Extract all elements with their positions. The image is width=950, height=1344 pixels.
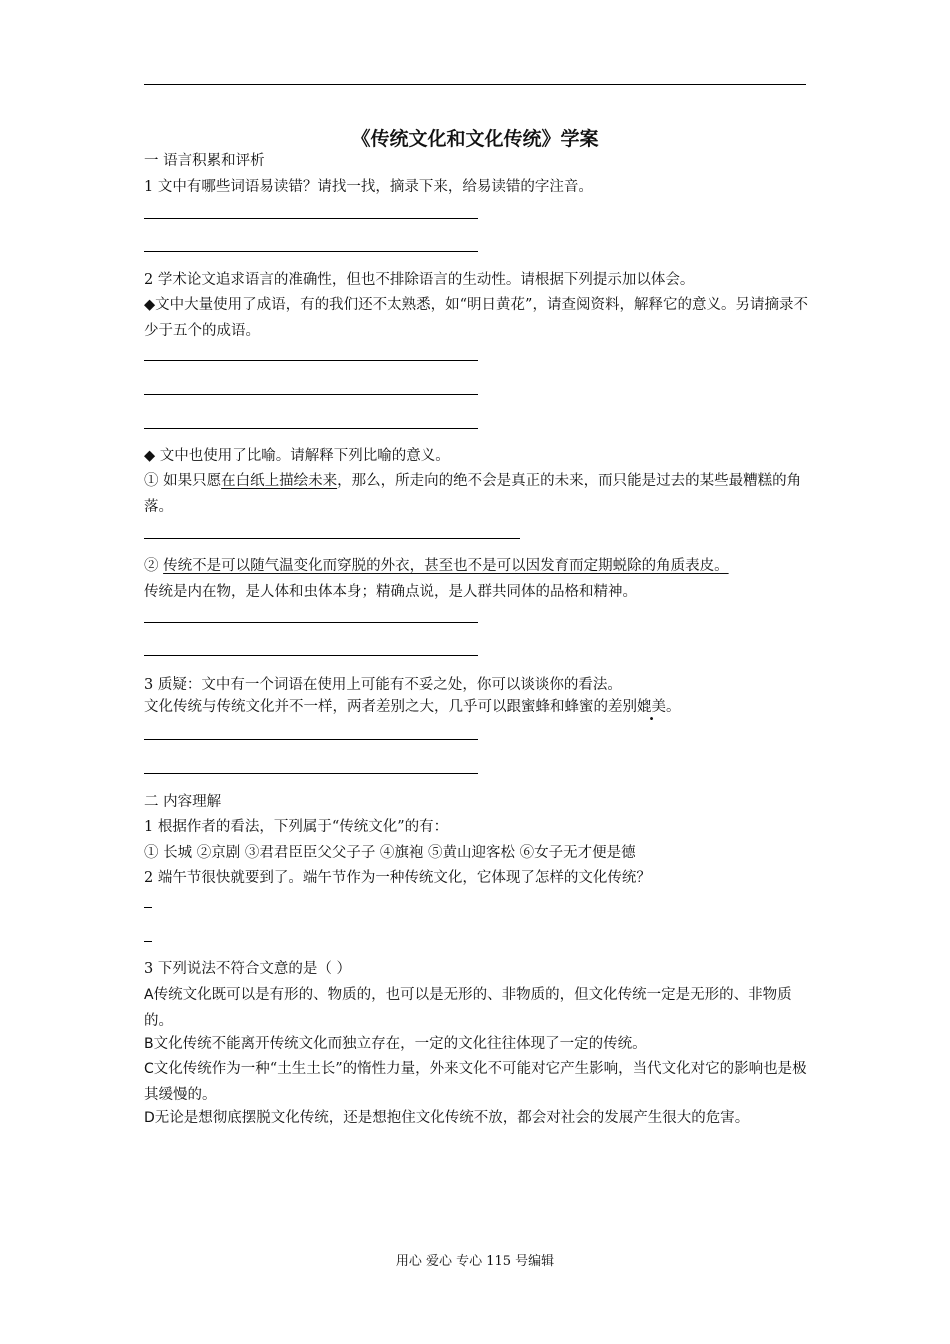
- metaphor-1-prefix: ① 如果只愿: [144, 473, 222, 489]
- question-1-1: 1 文中有哪些词语易读错？请找一找，摘录下来，给易读错的字注音。: [144, 179, 593, 195]
- answer-line-short[interactable]: [144, 941, 152, 942]
- section2-heading: 二 内容理解: [144, 794, 222, 810]
- question-2-1-options: ① 长城 ②京剧 ③君君臣臣父父子子 ④旗袍 ⑤黄山迎客松 ⑥女子无才便是德: [144, 845, 636, 861]
- answer-line[interactable]: [144, 773, 478, 774]
- metaphor-1-underlined: 在白纸上描绘未来: [221, 473, 338, 489]
- section1-heading: 一 语言积累和评析: [144, 153, 265, 169]
- option-b: [144, 1031, 814, 1057]
- answer-line[interactable]: [144, 739, 478, 740]
- question-1-2: 2 学术论文追求语言的准确性，但也不排除语言的生动性。请根据下列提示加以体会。: [144, 272, 695, 288]
- answer-line[interactable]: [144, 251, 478, 252]
- option-c-label: C: [144, 1061, 154, 1077]
- question-2-1: 1 根据作者的看法，下列属于“传统文化”的有：: [144, 819, 449, 835]
- question-2-3: 3 下列说法不符合文意的是（ ）: [144, 961, 351, 977]
- answer-line[interactable]: [144, 360, 478, 361]
- page-footer: 用心 爱心 专心 115 号编辑: [395, 1254, 555, 1269]
- option-a-text: 传统文化既可以是有形的、物质的，也可以是无形的、非物质的，但文化传统一定是无形的、非物质的。: [144, 987, 792, 1029]
- dotted-word: 媲美: [637, 699, 666, 715]
- option-a: [144, 982, 814, 1034]
- option-c: [144, 1056, 814, 1108]
- option-a-label: A: [144, 987, 154, 1003]
- option-b-label: B: [144, 1036, 154, 1052]
- metaphor-2-prefix: ②: [144, 558, 164, 574]
- question-2-2: 2 端午节很快就要到了。端午节作为一种传统文化，它体现了怎样的文化传统？: [144, 870, 651, 886]
- answer-line-short[interactable]: [144, 907, 152, 908]
- metaphor-2: [144, 556, 729, 576]
- metaphor-1: [144, 468, 814, 520]
- quoted-sentence: [144, 697, 681, 717]
- metaphor-2-underlined: 传统不是可以随气温变化而穿脱的外衣，甚至也不是可以因发育而定期蜕除的角质表皮。: [163, 558, 729, 574]
- quoted-sentence-text: 文化传统与传统文化并不一样，两者差别之大，几乎可以跟蜜蜂和蜂蜜的差别: [144, 699, 637, 715]
- option-d: [144, 1105, 814, 1131]
- option-b-text: 文化传统不能离开传统文化而独立存在，一定的文化往往体现了一定的传统。: [153, 1036, 647, 1052]
- metaphor-2-explanation: 传统是内在物，是人体和虫体本身；精确点说，是人群共同体的品格和精神。: [144, 584, 637, 600]
- idiom-prompt: ◆文中大量使用了成语，有的我们还不太熟悉，如“明日黄花”，请查阅资料，解释它的意义。另请摘录不少于五个的成语。: [144, 297, 808, 339]
- header-rule: [144, 84, 806, 85]
- metaphor-prompt: ◆ 文中也使用了比喻。请解释下列比喻的意义。: [144, 448, 450, 464]
- quoted-sentence-end: 。: [666, 699, 681, 715]
- answer-line[interactable]: [144, 622, 478, 623]
- answer-line[interactable]: [144, 218, 478, 219]
- answer-line[interactable]: [144, 538, 520, 539]
- document-title: 《传统文化和文化传统》学案: [351, 128, 599, 150]
- answer-line[interactable]: [144, 655, 478, 656]
- metaphor-1-suffix: ，那么，所走向的绝不会是真正的未来，而只能是过去的某些最糟糕的角落。: [144, 473, 802, 515]
- option-d-label: D: [144, 1110, 155, 1126]
- answer-line[interactable]: [144, 394, 478, 395]
- question-1-3: 3 质疑：文中有一个词语在使用上可能有不妥之处，你可以谈谈你的看法。: [144, 677, 622, 693]
- option-c-text: 文化传统作为一种“土生土长”的惰性力量，外来文化不可能对它产生影响，当代文化对它的影响也是极其缓慢的。: [144, 1061, 807, 1103]
- answer-line[interactable]: [144, 428, 478, 429]
- option-d-text: 无论是想彻底摆脱文化传统，还是想抱住文化传统不放，都会对社会的发展产生很大的危害。: [154, 1110, 750, 1126]
